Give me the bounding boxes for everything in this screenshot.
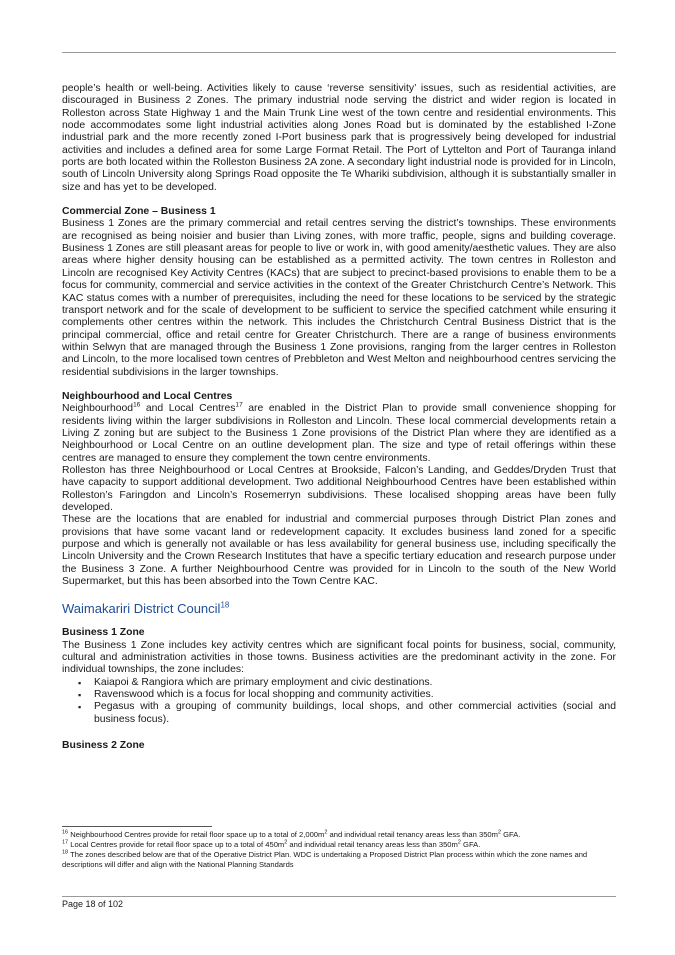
header-rule <box>62 52 616 53</box>
bullet-icon: ▪ <box>78 690 82 701</box>
heading-commercial-zone: Commercial Zone – Business 1 <box>62 206 216 218</box>
text-run: Neighbourhood <box>62 403 134 415</box>
footnote-ref-17[interactable]: 17 <box>235 401 243 409</box>
list-item-text: Kaiapoi & Rangiora which are primary employment and civic destinations. <box>94 676 433 688</box>
bullet-icon: ▪ <box>78 702 82 713</box>
footnote-16 <box>62 830 622 840</box>
heading-business-1-zone: Business 1 Zone <box>62 627 145 639</box>
section-title-text: Waimakariri District Council <box>62 601 221 617</box>
list-item <box>62 689 616 701</box>
list-item <box>62 701 616 726</box>
footnote-text: and individual retail tenancy areas less than 350m <box>287 840 458 849</box>
page-number: Page 18 of 102 <box>62 899 124 909</box>
footer-rule <box>62 896 616 897</box>
footnote-number: 18 <box>62 849 69 856</box>
heading-business-2-zone: Business 2 Zone <box>62 740 145 752</box>
text-run: and Local Centres <box>140 403 236 415</box>
section-title <box>62 601 616 617</box>
footnote-separator <box>62 826 212 827</box>
paragraph <box>62 403 616 465</box>
list-item-text: Ravenswood which is a focus for local shopping and community activities. <box>94 689 434 701</box>
footnote-number: 17 <box>62 839 69 846</box>
footnote-text: GFA. <box>501 830 521 839</box>
superscript: 2 <box>284 839 288 846</box>
paragraph: Business 1 Zones are the primary commercial and retail centres serving the district’s townships. These environments are recognised as being noisier and busier than Living zones, with more traffic, people, signs and building coverage. Business 1 Zones are still pleasant areas for people to live or work in, with good amenity/aesthetic values. They are also areas where higher density housing can be established as a permitted activity. The town centres in Rolleston and Lincoln are recognised Key Activity Centres (KACs) that are subject to precinct-based provisions to enable them to be a focus for community, commercial and service activities in the context of the Greater Christchurch Centre’s Network. This KAC status comes with a number of prerequisites, including the need for these locations to be serviced by the strategic transport network and for the scale of development to be sufficient to service the specified catchment while ensuring it complements other centres within the network. This includes the Christchurch Central Business District that is the principal commercial, office and retail centre for Greater Christchurch. There are a range of business environments within Selwyn that are managed through the Business 1 Zone provisions, ranging from the larger centres in Rolleston and Lincoln, to the more localised town centres of Prebbleton and West Melton and neighbourhood centres servicing the residential subdivisions in the larger townships. <box>62 218 616 378</box>
footnote-ref-16[interactable]: 16 <box>133 401 141 409</box>
bullet-list <box>62 677 616 726</box>
paragraph: These are the locations that are enabled for industrial and commercial purposes through District Plan zones and provisions that have some vacant land or redevelopment capacity. It excludes business land zoned for a specific purpose and which is generally not available or has less availability for general business use, including specifically the Lincoln University and the Crown Research Institutes that have a specific tertiary education and research purpose under the Business 3 Zone. A further Neighbourhood Centre was provided for in Lincoln to the south of the New World Supermarket, but this has been absorbed into the Town Centre KAC. <box>62 514 616 588</box>
paragraph: The Business 1 Zone includes key activity centres which are significant focal points for business, social, community, cultural and administration activities in those towns. Business activities are the predominant activity in the zone. For individual townships, the zone includes: <box>62 639 616 676</box>
paragraph: Rolleston has three Neighbourhood or Local Centres at Brookside, Falcon’s Landing, and Geddes/Dryden Trust that have capacity to support additional development. Two additional Neighbourhood Centres have been established within Rolleston’s Faringdon and Lincoln’s Rosemerryn subdivisions. These localised shopping areas have been fully developed. <box>62 464 616 513</box>
list-item <box>62 677 616 689</box>
footnote-number: 16 <box>62 829 69 836</box>
footnote-text: Neighbourhood Centres provide for retail floor space up to a total of 2,000m <box>68 830 325 839</box>
page-body <box>62 83 616 753</box>
footnote-text: The zones described below are that of the Operative District Plan. WDC is undertaking a Proposed District Plan process within which the zone names and descriptions will differ and align with the National Planning Standards <box>62 850 588 869</box>
footnotes <box>62 830 622 870</box>
footnote-text: Local Centres provide for retail floor space up to a total of 450m <box>68 840 285 849</box>
superscript: 2 <box>497 829 502 836</box>
footnote-18 <box>62 850 622 870</box>
bullet-icon: ▪ <box>78 677 82 688</box>
footnote-text: GFA. <box>460 840 481 849</box>
superscript: 2 <box>457 839 461 846</box>
footnote-text: and individual retail tenancy areas less than 350m <box>327 830 498 839</box>
list-item-text: Pegasus with a grouping of community buildings, local shops, and other commercial activities (social and business focus). <box>94 701 616 725</box>
text-run: are enabled in the District Plan to provide small convenience shopping for residents living within the larger subdivisions in Rolleston and Lincoln. These local commercial developments retain a Living Z zoning but are subject to the Business 1 Zone provisions of the District Plan where they are identified as a Neighbourhood or Local Centre on an outline development plan. The size and type of retail offerings within these centres are managed to ensure they complement the town centre environments. <box>62 403 616 464</box>
footnote-ref-18[interactable]: 18 <box>220 601 230 611</box>
superscript: 2 <box>324 829 328 836</box>
footnote-17 <box>62 840 622 850</box>
heading-neighbourhood-centres: Neighbourhood and Local Centres <box>62 390 233 402</box>
paragraph: people’s health or well-being. Activities likely to cause ‘reverse sensitivity’ issues, such as residential activities, are discouraged in Business 2 Zones. The primary industrial node serving the district and wider region is located in Rolleston across State Highway 1 and the Main Trunk Line west of the town centre and residential environments. This node accommodates some light industrial activities along Jones Road but is dominated by the established I-Zone industrial park and the more recently zoned I-Port business park that is progressively being developed for industrial activities and includes a defined area for some Large Format Retail. The Port of Lyttelton and Port of Tauranga inland ports are both located within the Rolleston Business 2A zone. A secondary light industrial node is provided for in Lincoln, south of Lincoln University along Springs Road opposite the Te Whariki subdivision, although it is substantially smaller in size and has yet to be developed. <box>62 83 616 193</box>
